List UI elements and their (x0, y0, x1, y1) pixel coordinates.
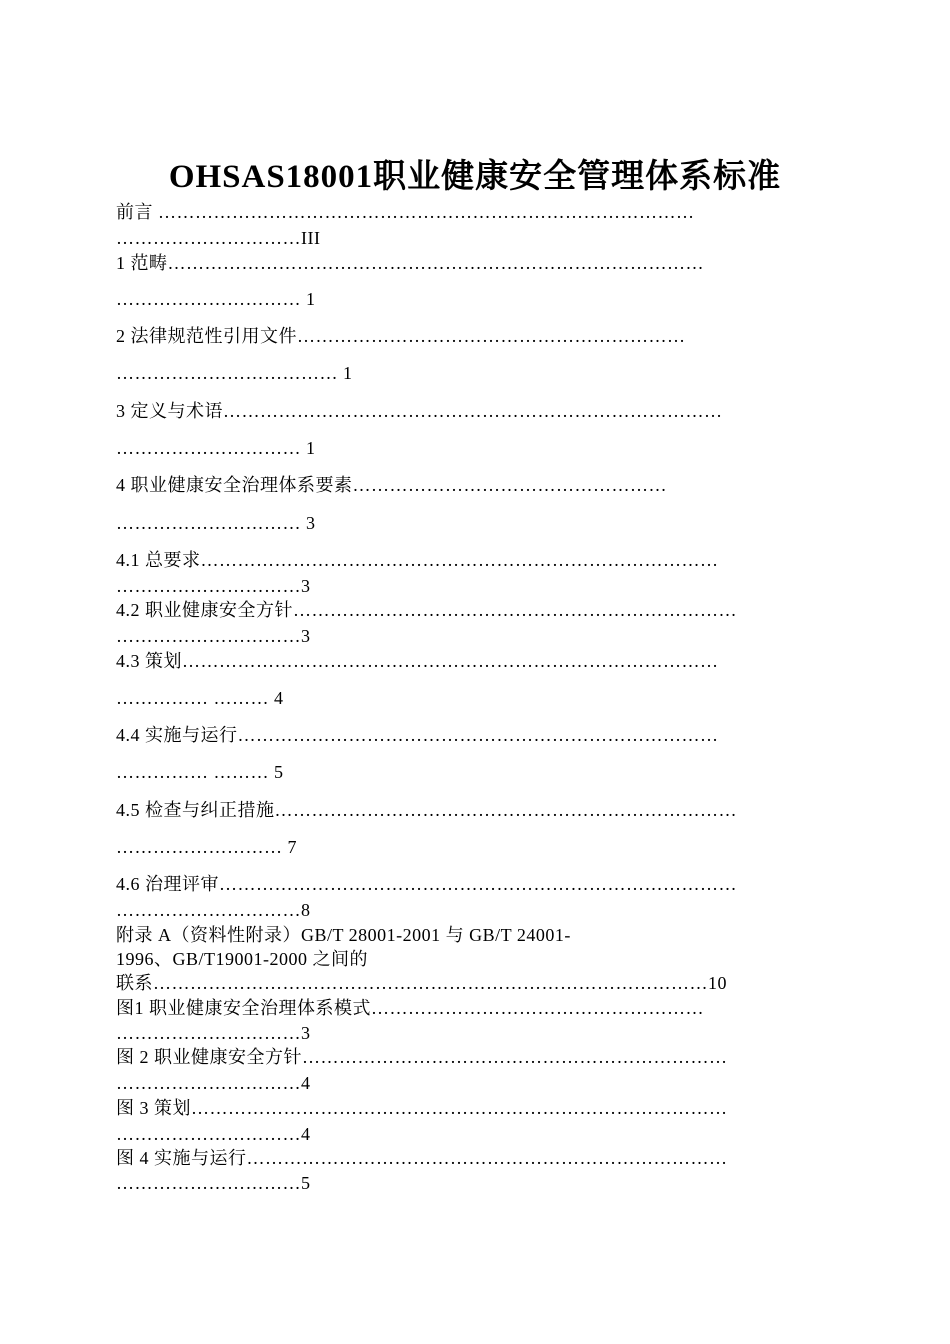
toc-line: 3 定义与术语……………………………………………………………………… (116, 401, 723, 421)
toc-line: 前言 …………………………………………………………………………… (116, 202, 695, 222)
toc-line: ……………………… 7 (116, 837, 297, 857)
toc-line: …………… ……… 4 (116, 688, 284, 708)
toc-line: 4.6 治理评审………………………………………………………………………… (116, 874, 737, 894)
toc-line: 4 职业健康安全治理体系要素…………………………………………… (116, 475, 667, 495)
toc-line: ……………………………… 1 (116, 363, 353, 383)
toc-line: 图 4 实施与运行…………………………………………………………………… (116, 1148, 728, 1168)
toc-line: 图 3 策划…………………………………………………………………………… (116, 1098, 728, 1118)
document-title: OHSAS18001职业健康安全管理体系标准 (168, 159, 782, 196)
toc-line: …………………………3 (116, 576, 311, 596)
toc-line: …………………………5 (116, 1173, 311, 1193)
toc-line: …………………………4 (116, 1124, 311, 1144)
toc-line: …………………………4 (116, 1073, 311, 1093)
toc-line: …………… ……… 5 (116, 762, 284, 782)
toc-line: 2 法律规范性引用文件……………………………………………………… (116, 326, 686, 346)
toc-line: 联系………………………………………………………………………………10 (116, 973, 727, 993)
toc-line: 4.2 职业健康安全方针……………………………………………………………… (116, 600, 737, 620)
toc-line: 1 范畴…………………………………………………………………………… (116, 253, 704, 273)
toc-line: 4.5 检查与纠正措施………………………………………………………………… (116, 800, 737, 820)
toc-line: 4.4 实施与运行…………………………………………………………………… (116, 725, 719, 745)
toc-line: …………………………3 (116, 1023, 311, 1043)
toc-line: 图1 职业健康安全治理体系模式……………………………………………… (116, 998, 704, 1018)
toc-line: 附录 A（资料性附录）GB/T 28001-2001 与 GB/T 24001- (116, 925, 571, 945)
toc-line: …………………………3 (116, 626, 311, 646)
toc-line: ………………………… 1 (116, 289, 316, 309)
toc-line: ………………………… 1 (116, 438, 316, 458)
toc-line: ………………………… 3 (116, 513, 316, 533)
toc-line: …………………………8 (116, 900, 311, 920)
toc-line: 4.3 策划…………………………………………………………………………… (116, 651, 719, 671)
toc-line: 图 2 职业健康安全方针…………………………………………………………… (116, 1047, 728, 1067)
toc-line: …………………………III (116, 228, 321, 248)
toc-line: 4.1 总要求………………………………………………………………………… (116, 550, 719, 570)
toc-line: 1996、GB/T19001-2000 之间的 (116, 949, 368, 969)
